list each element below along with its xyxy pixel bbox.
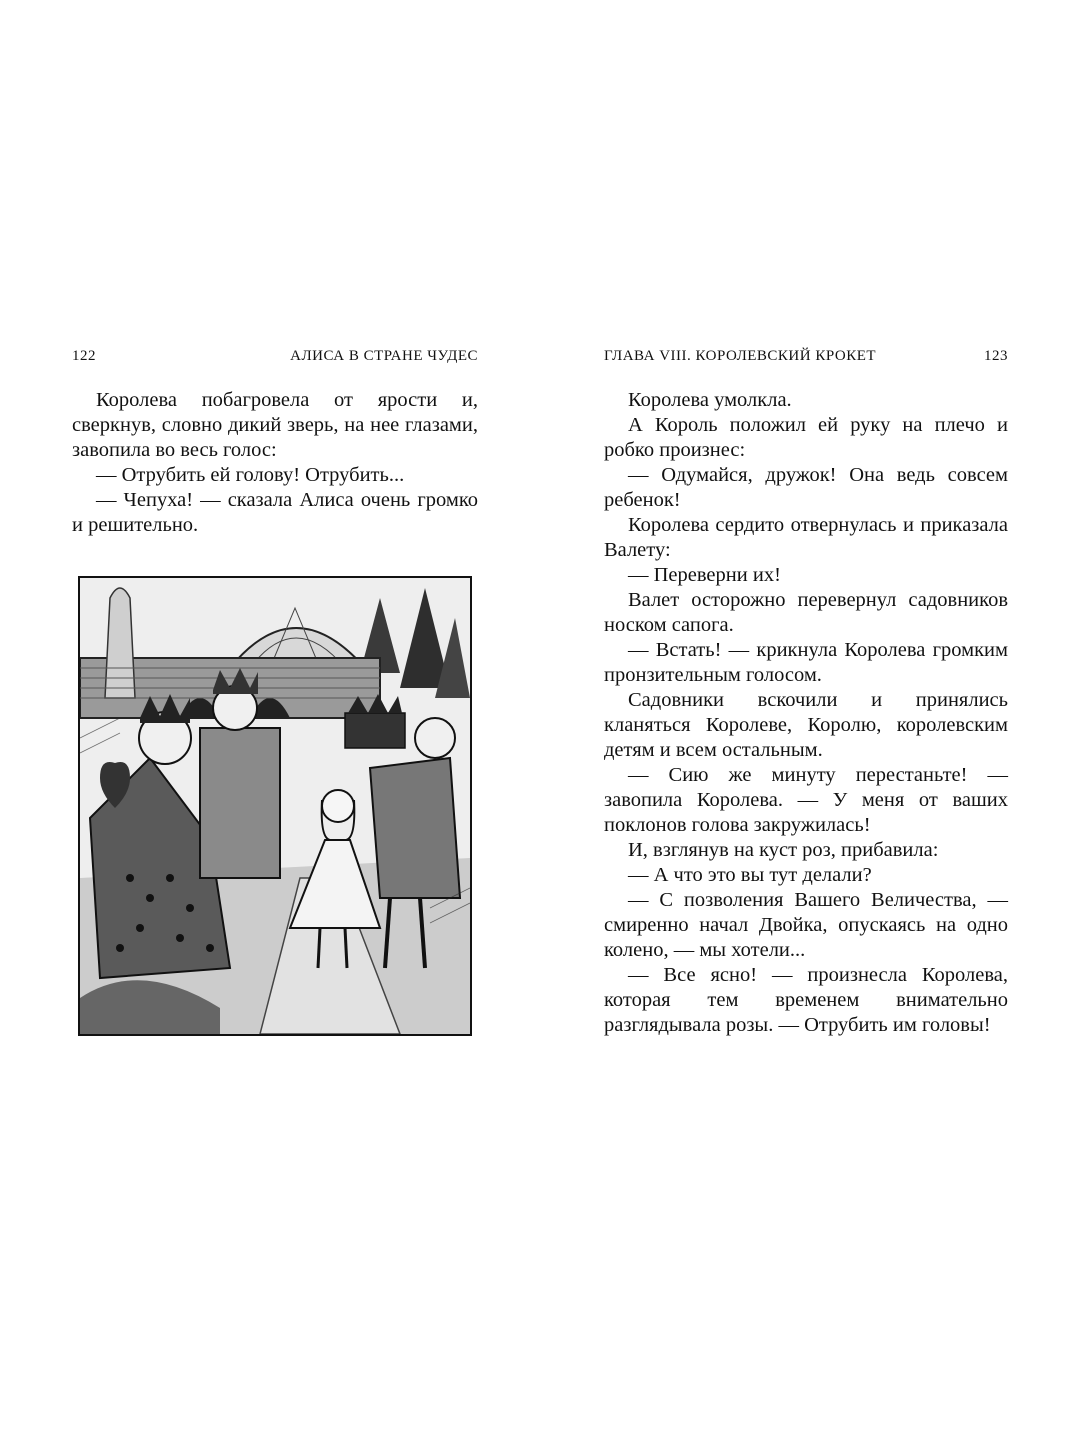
page-number-left: 122	[72, 348, 96, 364]
paragraph: Садовники вскочили и принялись кланяться Королеве, Королю, королевским детям и всем остальным.	[604, 689, 1008, 761]
paragraph: — Сию же минуту перестаньте! — завопила Королева. — У меня от ваших поклонов голова закружилась!	[604, 764, 1008, 836]
paragraph: Королева сердито отвернулась и приказала Валету:	[604, 514, 1008, 561]
left-page-text	[72, 388, 478, 538]
paragraph: Королева умолкла.	[628, 389, 792, 411]
paragraph: — Чепуха! — сказала Алиса очень громко и решительно.	[72, 489, 478, 536]
paragraph: — Отрубить ей голову! Отрубить...	[96, 464, 405, 486]
illustration-queen-and-alice	[78, 576, 472, 1036]
right-page-text	[604, 388, 1008, 1038]
running-title-left: АЛИСА В СТРАНЕ ЧУДЕС	[290, 348, 478, 364]
paragraph: — А что это вы тут делали?	[628, 864, 872, 886]
right-running-head	[604, 340, 1008, 372]
page-number-right: 123	[984, 348, 1008, 364]
left-page	[72, 340, 478, 538]
left-running-head	[72, 340, 478, 372]
paragraph: — Все ясно! — произнесла Королева, которая тем временем внимательно разглядывала розы. — Отрубить им головы!	[604, 964, 1008, 1036]
running-title-right: ГЛАВА VIII. КОРОЛЕВСКИЙ КРОКЕТ	[604, 348, 877, 364]
paragraph: — Переверни их!	[628, 564, 781, 586]
paragraph: — Одумайся, дружок! Она ведь совсем ребенок!	[604, 464, 1008, 511]
paragraph: И, взглянув на куст роз, прибавила:	[628, 839, 939, 861]
paragraph: Валет осторожно перевернул садовников носком сапога.	[604, 589, 1008, 636]
paragraph: Королева побагровела от ярости и, сверкнув, словно дикий зверь, на нее глазами, завопила во весь голос:	[72, 389, 478, 461]
right-page	[604, 340, 1008, 1038]
paragraph: А Король положил ей руку на плечо и робко произнес:	[604, 414, 1008, 461]
paragraph: — Встать! — крикнула Королева громким пронзительным голосом.	[604, 639, 1008, 686]
paragraph: — С позволения Вашего Величества, — смиренно начал Двойка, опускаясь на одно колено, — мы хотели...	[604, 889, 1008, 961]
